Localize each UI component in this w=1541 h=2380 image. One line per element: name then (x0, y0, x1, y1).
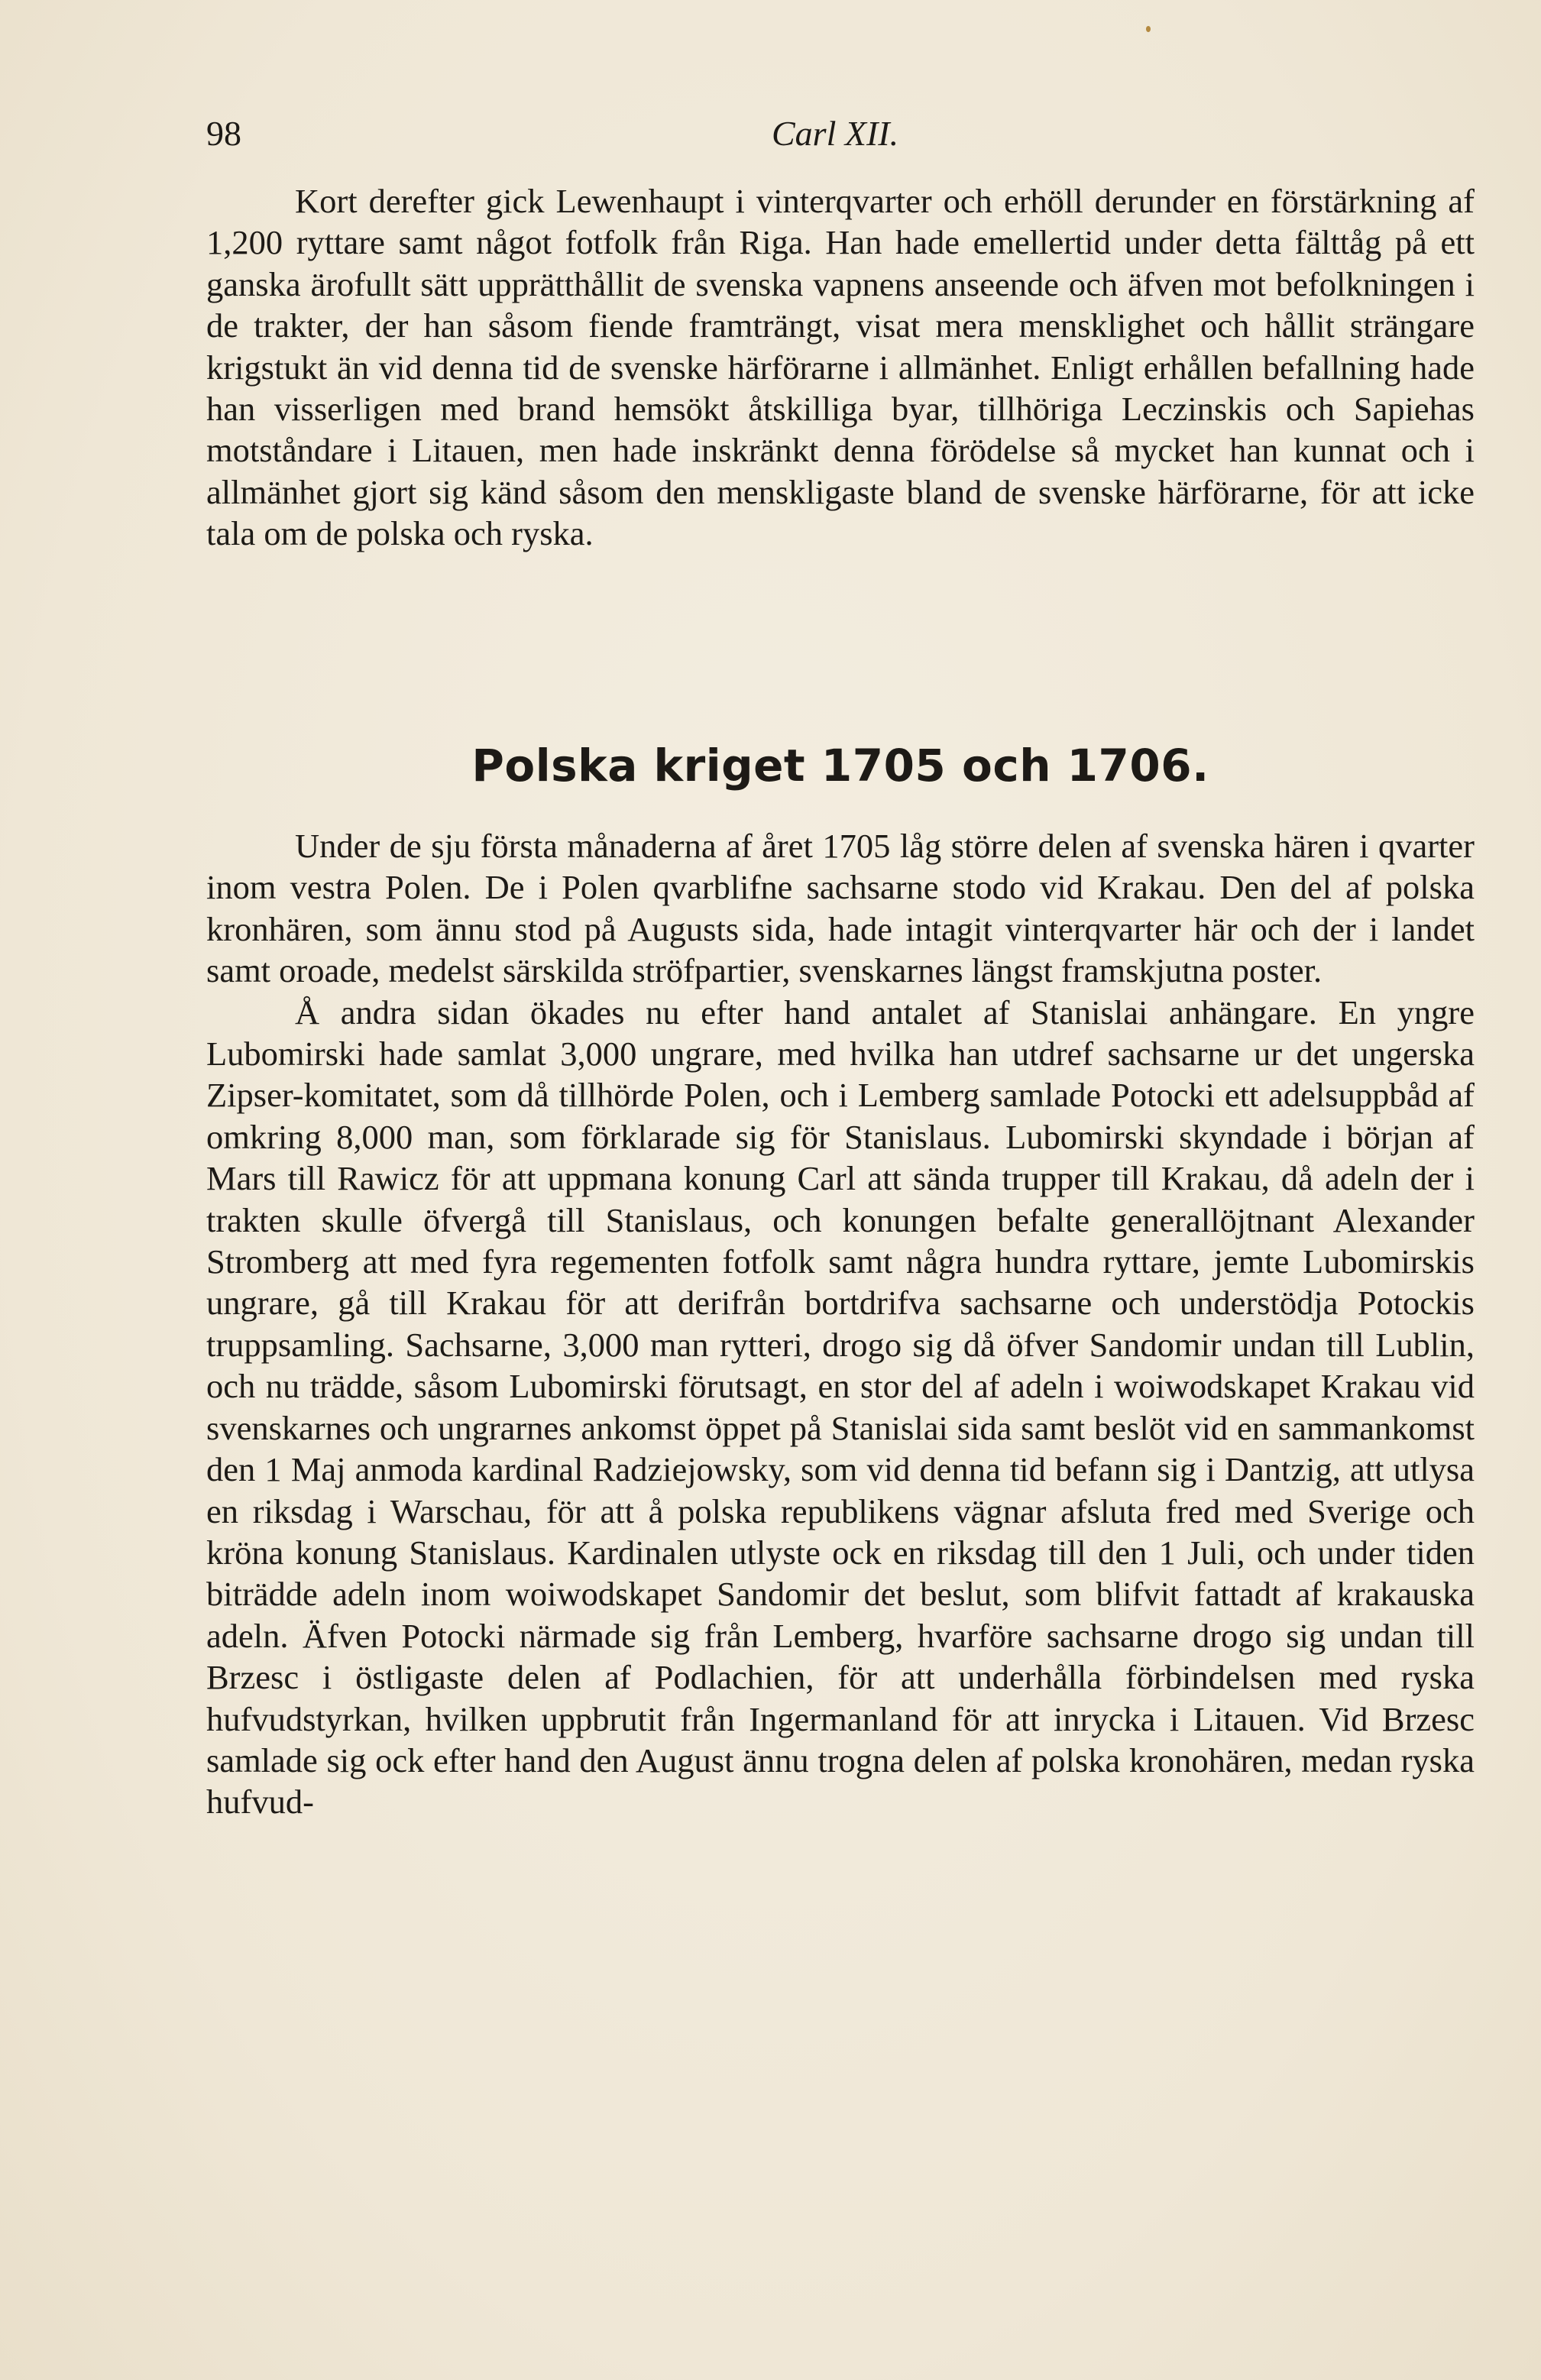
section-body (206, 825, 1475, 1823)
body-text (206, 180, 1475, 555)
page-header (206, 113, 1475, 159)
paragraph: Å andra sidan ökades nu efter hand antalet af Stanislai anhängare. En yngre Lubomirski hade samlat 3,000 ungrare, med hvilka han utdref sachsarne ur det ungerska Zipser-komitatet, som då tillhörde Polen, och i Lemberg samlade Potocki ett adelsuppbåd af omkring 8,000 man, som förklarade sig för Stanislaus. Lubomirski skyndade i början af Mars till Rawicz för att uppmana konung Carl att sända trupper till Krakau, då adeln der i trakten skulle öfvergå till Stanislaus, och konungen befalte generallöjtnant Alexander Stromberg att med fyra regementen fotfolk samt några hundra ryttare, jemte Lubomirskis ungrare, gå till Krakau för att derifrån bortdrifva sachsarne och understödja Potockis truppsamling. Sachsarne, 3,000 man rytteri, drogo sig då öfver Sandomir undan till Lublin, och nu trädde, såsom Lubomirski förutsagt, en stor del af adeln i woiwodskapet Krakau vid svenskarnes och ungrarnes ankomst öppet på Stanislai sida samt beslöt vid en sammankomst den 1 Maj anmoda kardinal Radziejowsky, som vid denna tid befann sig i Dantzig, att utlysa en riksdag i Warschau, för att å polska republikens vägnar afsluta fred med Sverige och kröna konung Stanislaus. Kardinalen utlyste ock en riksdag till den 1 Juli, och under tiden biträdde adeln inom woiwodskapet Sandomir det beslut, som blifvit fattadt af krakauska adeln. Äfven Potocki närmade sig från Lemberg, hvarföre sachsarne drogo sig undan till Brzesc i östligaste delen af Podlachien, för att underhålla förbindelsen med ryska hufvudstyrkan, hvilken uppbrutit från Ingermanland för att inrycka i Litauen. Vid Brzesc samlade sig ock efter hand den August ännu trogna delen af polska kronohären, medan ryska hufvud- (206, 992, 1475, 1821)
page-number: 98 (206, 114, 241, 153)
paper-spot (1146, 26, 1151, 32)
section-heading: Polska kriget 1705 och 1706. (471, 740, 1209, 792)
paragraph: Under de sju första månaderna af året 1705 låg större delen af svenska hären i qvarter inom vestra Polen. De i Polen qvarblifne sachsarne stodo vid Krakau. Den del af polska kronhären, som ännu stod på Augusts sida, hade intagit vinterqvarter här och der i landet samt oroade, medelst särskilda ströfpartier, svenskarnes längst framskjutna poster. (206, 827, 1475, 990)
paragraph: Kort derefter gick Lewenhaupt i vinterqvarter och erhöll derunder en förstärkning af 1,200 ryttare samt något fotfolk från Riga. Han hade emellertid under detta fälttåg på ett ganska ärofullt sätt upprätthållit de svenska vapnens anseende och äfven mot befolkningen i de trakter, der han såsom fiende framträngt, visat mera mensklighet och hållit strängare krigstukt än vid denna tid de svenske härförarne i allmänhet. Enligt erhållen befallning hade han visserligen med brand hemsökt åtskilliga byar, tillhöriga Leczinskis och Sapiehas motståndare i Litauen, men hade inskränkt denna förödelse så mycket han kunnat och i allmänhet gjort sig känd såsom den menskligaste bland de svenske härförarne, för att icke tala om de polska och ryska. (206, 182, 1475, 553)
running-head: Carl XII. (772, 114, 899, 153)
